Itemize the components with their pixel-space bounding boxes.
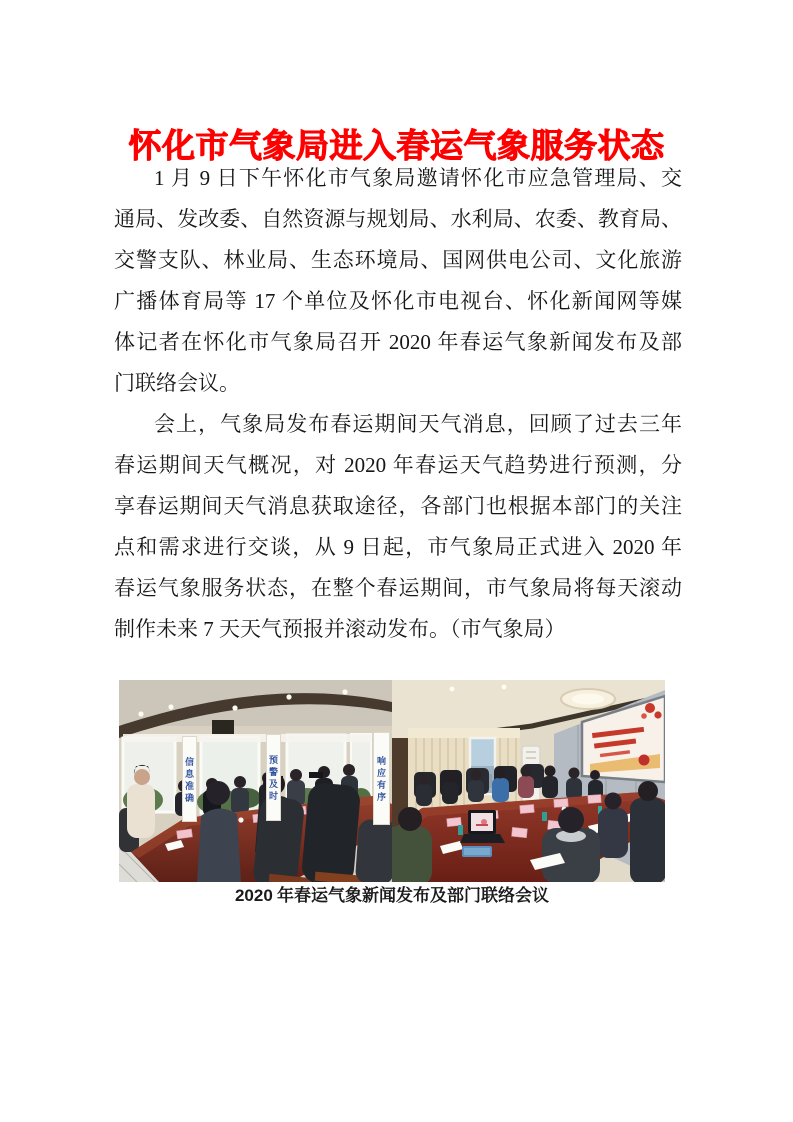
paragraph-line: 点和需求进行交谈，从 9 日起，市气象局正式进入 2020 年 [114, 535, 682, 559]
paragraph-line: 春运气象服务状态，在整个春运期间，市气象局将每天滚动 [114, 576, 682, 600]
slogan-banner: 预警及时 [266, 734, 281, 821]
slogan-banner: 响应有序 [373, 732, 390, 825]
article-body [114, 158, 682, 650]
meeting-photo-left [119, 680, 392, 882]
article-title: 怀化市气象局进入春运气象服务状态 [128, 129, 665, 166]
paragraph-line: 门联络会议。 [114, 371, 240, 395]
paragraph-line: 春运期间天气概况，对 2020 年春运天气趋势进行预测，分 [114, 453, 682, 477]
meeting-photo-left-art [119, 680, 392, 882]
meeting-photo-right-art [392, 680, 665, 882]
meeting-photo-right [392, 680, 665, 882]
figure-caption [119, 884, 665, 908]
paragraph-line: 通局、发改委、自然资源与规划局、水利局、农委、教育局、 [114, 207, 682, 231]
paragraph-line: 体记者在怀化市气象局召开 2020 年春运气象新闻发布及部 [114, 330, 682, 354]
meeting-photos-figure [119, 680, 665, 882]
paragraph-line: 享春运期间天气消息获取途径，各部门也根据本部门的关注 [114, 494, 682, 518]
slogan-banner: 信息准确 [182, 736, 197, 822]
caption-text: 年春运气象新闻发布及部门联络会议 [272, 886, 550, 905]
caption-year: 2020 [234, 886, 273, 905]
paragraph-line: 1 月 9 日下午怀化市气象局邀请怀化市应急管理局、交 [154, 166, 682, 190]
paragraph-line: 会上，气象局发布春运期间天气消息，回顾了过去三年 [154, 412, 682, 436]
paragraph-line: 交警支队、林业局、生态环境局、国网供电公司、文化旅游 [114, 248, 682, 272]
paragraph-line: 制作未来 7 天天气预报并滚动发布。（市气象局） [114, 617, 566, 641]
paragraph-line: 广播体育局等 17 个单位及怀化市电视台、怀化新闻网等媒 [114, 289, 682, 313]
